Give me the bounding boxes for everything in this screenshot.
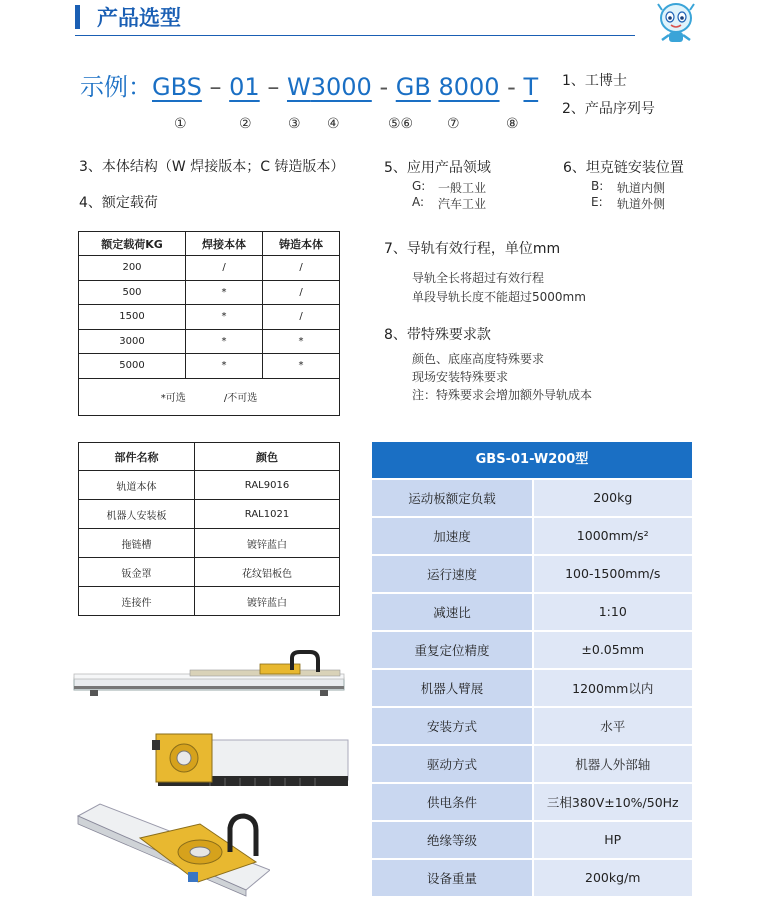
- code-part-3: W: [286, 73, 311, 101]
- table-cell: /: [263, 305, 340, 330]
- table-row: [79, 471, 340, 500]
- spec-value: 1000mm/s²: [534, 518, 693, 555]
- legend-number: ⑤⑥: [388, 116, 414, 132]
- table-cell: /: [263, 256, 340, 281]
- header-divider: [75, 35, 635, 36]
- section-5-item: 汽车工业: [438, 197, 487, 211]
- column-header: 铸造本体: [263, 232, 340, 256]
- load-capacity-table: [78, 231, 340, 416]
- spec-row: [372, 480, 692, 517]
- page-title: 产品选型: [97, 6, 181, 30]
- spec-table: [372, 442, 692, 896]
- code-part-2: 01: [229, 73, 260, 101]
- table-header-row: [79, 232, 340, 256]
- spec-key: 运行速度: [372, 556, 532, 593]
- table-cell: 5000: [79, 354, 186, 379]
- rail-top-view-image: [150, 730, 350, 795]
- section-6-item-code: E:: [591, 195, 603, 209]
- spec-value: 三相380V±10%/50Hz: [534, 784, 693, 821]
- table-cell: *: [186, 329, 263, 354]
- section-8-line: 颜色、底座高度特殊要求: [412, 352, 545, 366]
- section-7-heading: 7、导轨有效行程，单位mm: [384, 241, 561, 257]
- table-cell: 拖链槽: [79, 529, 195, 558]
- legend-number: ⑦: [447, 116, 460, 132]
- table-note: *可选 /不可选: [79, 378, 340, 415]
- spec-key: 重复定位精度: [372, 632, 532, 669]
- spec-row: [372, 860, 692, 897]
- table-row: [79, 558, 340, 587]
- section-6-item-code: B:: [591, 179, 604, 193]
- section-7-line: 导轨全长将超过有效行程: [412, 271, 545, 285]
- legend-number: ④: [327, 116, 340, 132]
- spec-value: HP: [534, 822, 693, 859]
- section-4-heading: 4、额定载荷: [79, 195, 158, 211]
- spec-value: 200kg: [534, 480, 693, 517]
- code-part-4: 3000: [310, 73, 372, 101]
- table-cell: *: [186, 305, 263, 330]
- spec-key: 减速比: [372, 594, 532, 631]
- table-cell: 1500: [79, 305, 186, 330]
- spec-value: ±0.05mm: [534, 632, 693, 669]
- spec-key: 机器人臂展: [372, 670, 532, 707]
- note-serial: 2、产品序列号: [562, 101, 655, 117]
- section-8-line: 现场安装特殊要求: [412, 370, 509, 384]
- legend-number: ⑧: [506, 116, 519, 132]
- rail-perspective-view-image: [70, 798, 270, 898]
- spec-key: 安装方式: [372, 708, 532, 745]
- column-header: 颜色: [195, 443, 340, 471]
- spec-row: [372, 746, 692, 783]
- table-row: [79, 500, 340, 529]
- spec-table-title: GBS-01-W200型: [372, 442, 692, 478]
- example-label: 示例：: [80, 73, 152, 101]
- spec-value: 100-1500mm/s: [534, 556, 693, 593]
- spec-row: [372, 518, 692, 555]
- section-6-item: 轨道外侧: [617, 197, 666, 211]
- spec-key: 供电条件: [372, 784, 532, 821]
- code-separator: -: [379, 73, 389, 101]
- note-brand: 1、工博士: [562, 73, 627, 89]
- table-note-row: [79, 378, 340, 415]
- section-5-heading: 5、应用产品领域: [384, 160, 491, 176]
- rail-side-view-image: [70, 650, 350, 700]
- section-8-heading: 8、带特殊要求款: [384, 327, 491, 343]
- code-part-5: GB: [395, 73, 431, 101]
- spec-value: 1200mm以内: [534, 670, 693, 707]
- spec-key: 运动板额定负载: [372, 480, 532, 517]
- table-cell: 200: [79, 256, 186, 281]
- spec-key: 加速度: [372, 518, 532, 555]
- spec-row: [372, 594, 692, 631]
- table-row: [79, 256, 340, 281]
- column-header: 部件名称: [79, 443, 195, 471]
- spec-row: [372, 632, 692, 669]
- section-6-heading: 6、坦克链安装位置: [563, 160, 684, 176]
- table-cell: 500: [79, 280, 186, 305]
- table-cell: 连接件: [79, 587, 195, 616]
- table-row: [79, 354, 340, 379]
- legend-number: ①: [174, 116, 187, 132]
- spec-row: [372, 822, 692, 859]
- spec-key: 驱动方式: [372, 746, 532, 783]
- spec-row: [372, 708, 692, 745]
- table-cell: *: [186, 280, 263, 305]
- code-separator: -: [507, 73, 516, 101]
- header-accent-bar: [75, 5, 80, 29]
- section-8-line: 注：特殊要求会增加额外导轨成本: [412, 388, 593, 402]
- table-row: [79, 280, 340, 305]
- spec-value: 1:10: [534, 594, 693, 631]
- table-row: [79, 529, 340, 558]
- section-5-item-code: G:: [412, 179, 426, 193]
- table-cell: *: [263, 329, 340, 354]
- spec-key: 绝缘等级: [372, 822, 532, 859]
- spec-value: 水平: [534, 708, 693, 745]
- table-row: [79, 587, 340, 616]
- section-3-heading: 3、本体结构（W 焊接版本；C 铸造版本）: [79, 159, 345, 175]
- table-cell: RAL9016: [195, 471, 340, 500]
- table-cell: /: [263, 280, 340, 305]
- code-separator: –: [209, 73, 222, 101]
- table-cell: 3000: [79, 329, 186, 354]
- robot-mascot-icon: [654, 0, 698, 46]
- table-cell: *: [263, 354, 340, 379]
- spec-key: 设备重量: [372, 860, 532, 897]
- table-row: [79, 329, 340, 354]
- spec-value: 机器人外部轴: [534, 746, 693, 783]
- table-cell: *: [186, 354, 263, 379]
- spec-row: [372, 670, 692, 707]
- legend-number: ②: [239, 116, 252, 132]
- code-part-6: 8000: [438, 73, 500, 101]
- code-separator: –: [267, 73, 280, 101]
- section-5-item: 一般工业: [438, 181, 487, 195]
- table-row: [79, 305, 340, 330]
- section-7-line: 单段导轨长度不能超过5000mm: [412, 290, 586, 304]
- example-code: [80, 67, 538, 102]
- table-cell: 轨道本体: [79, 471, 195, 500]
- table-cell: 镀锌蓝白: [195, 587, 340, 616]
- table-cell: 机器人安装板: [79, 500, 195, 529]
- section-5-item-code: A:: [412, 195, 425, 209]
- code-part-7: T: [523, 73, 539, 101]
- table-cell: 镀锌蓝白: [195, 529, 340, 558]
- column-header: 焊接本体: [186, 232, 263, 256]
- table-cell: 花纹铝板色: [195, 558, 340, 587]
- table-header-row: [79, 443, 340, 471]
- table-cell: 钣金罩: [79, 558, 195, 587]
- section-6-item: 轨道内侧: [617, 181, 666, 195]
- legend-number: ③: [288, 116, 301, 132]
- spec-value: 200kg/m: [534, 860, 693, 897]
- code-part-1: GBS: [152, 73, 202, 101]
- spec-row: [372, 556, 692, 593]
- parts-color-table: [78, 442, 340, 616]
- table-cell: /: [186, 256, 263, 281]
- table-cell: RAL1021: [195, 500, 340, 529]
- spec-row: [372, 784, 692, 821]
- column-header: 额定载荷KG: [79, 232, 186, 256]
